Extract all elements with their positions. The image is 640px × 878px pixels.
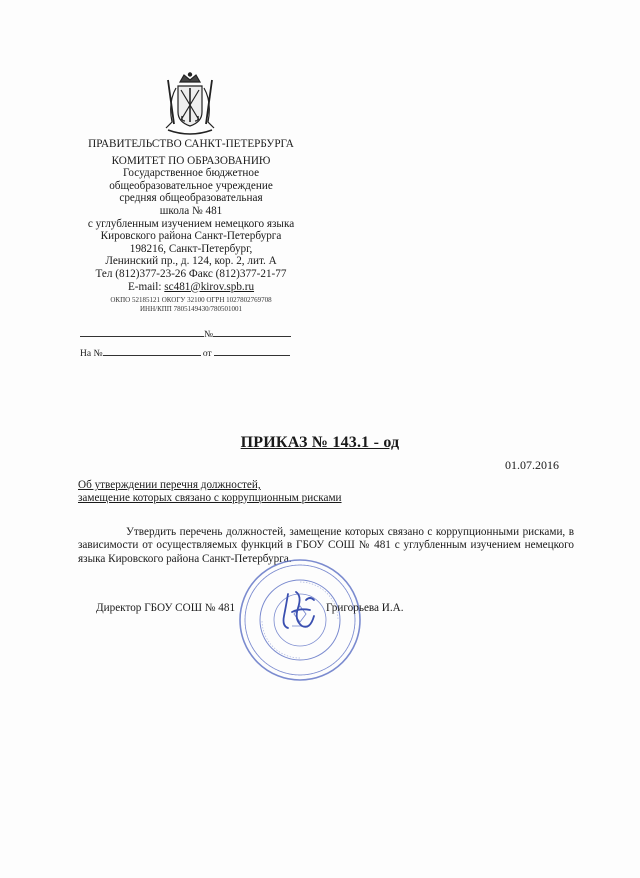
email-label: E-mail:	[127, 280, 165, 293]
order-date: 01.07.2016	[505, 458, 559, 472]
blank-line	[80, 327, 204, 337]
school-line-6: Кировского района Санкт-Петербурга	[100, 230, 282, 243]
government-name: ПРАВИТЕЛЬСТВО САНКТ-ПЕТЕРБУРГА	[88, 138, 294, 150]
school-line-1: Государственное бюджетное	[122, 167, 260, 180]
address-line-2: Ленинский пр., д. 124, кор. 2, лит. А	[105, 255, 277, 268]
blank-line	[103, 346, 201, 356]
blank-line	[213, 327, 291, 337]
school-line-2: общеобразовательное учреждение	[109, 179, 273, 192]
coat-of-arms-icon	[162, 72, 218, 138]
phone-fax: Тел (812)377-23-26 Факс (812)377-21-77	[95, 267, 287, 280]
number-sign: №	[204, 330, 214, 340]
incoming-number-line	[80, 346, 290, 359]
email-line	[60, 281, 322, 294]
order-body: Утвердить перечень должностей, замещение которых связано с коррупционными рисками, в зависимости от осуществляемых функций в ГБОУ СОШ № 481 с углубленным изучением немецкого языка Кировского района Санкт-Петербурга.	[78, 526, 574, 565]
school-line-3: средняя общеобразовательная	[119, 192, 263, 205]
signer-name: Григорьева И.А.	[326, 602, 404, 614]
na-label: На №	[80, 349, 103, 359]
subject-line-1: Об утверждении перечня должностей,	[78, 479, 261, 491]
order-title: ПРИКАЗ № 143.1 - од	[240, 434, 400, 451]
school-line-4: школа № 481	[159, 204, 223, 217]
school-line-5: с углубленным изучением немецкого языка	[87, 217, 295, 230]
codes-line-1: ОКПО 52185121 ОКОГУ 32100 ОГРН 1027802769708	[110, 296, 272, 304]
letterhead	[60, 138, 322, 293]
email-link[interactable]: sc481@kirov.spb.ru	[164, 280, 255, 293]
order-subject	[78, 479, 342, 505]
ot-label: от	[202, 349, 212, 359]
official-stamp-icon	[236, 556, 364, 684]
signer-title: Директор ГБОУ СОШ № 481	[96, 602, 236, 614]
codes-line-2: ИНН/КПП 7805149430/780501001	[139, 305, 243, 313]
committee-name: КОМИТЕТ ПО ОБРАЗОВАНИЮ	[111, 154, 271, 167]
outgoing-number-line	[80, 327, 291, 340]
subject-line-2: замещение которых связано с коррупционным рисками	[78, 492, 342, 504]
blank-line	[214, 346, 290, 356]
registration-codes	[60, 296, 322, 314]
address-line-1: 198216, Санкт-Петербург,	[129, 242, 253, 255]
